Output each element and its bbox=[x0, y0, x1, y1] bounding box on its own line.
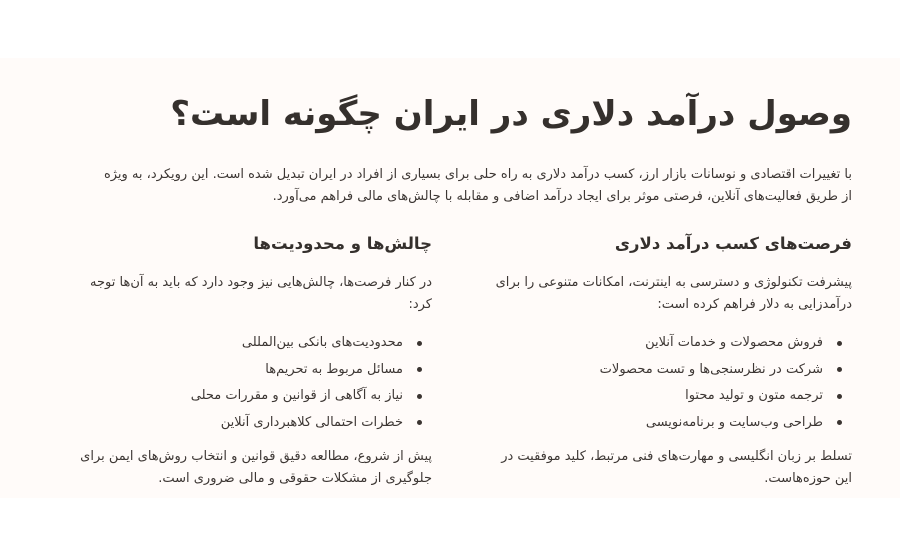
challenges-column bbox=[72, 230, 432, 490]
challenges-lead: در کنار فرصت‌ها، چالش‌هایی نیز وجود دارد که باید به آن‌ها توجه کرد: bbox=[90, 275, 432, 312]
list-item-text: مسائل مربوط به تحریم‌ها bbox=[265, 361, 403, 377]
bullet-icon bbox=[417, 420, 422, 425]
list-item bbox=[487, 330, 852, 357]
bullet-icon bbox=[417, 367, 422, 372]
opportunities-closing: تسلط بر زبان انگلیسی و مهارت‌های فنی مرتبط، کلید موفقیت در این حوزه‌هاست. bbox=[501, 449, 852, 486]
list-item bbox=[72, 410, 432, 437]
list-item bbox=[72, 330, 432, 357]
list-item bbox=[487, 410, 852, 437]
intro-paragraph: با تغییرات اقتصادی و نوسانات بازار ارز، کسب درآمد دلاری به راه حلی برای بسیاری از افراد در ایران تبدیل شده است. این رویکرد، به ویژه از طریق فعالیت‌های آنلاین، فرصتی موثر برای ایجاد درآمد اضافی و مقابله با چالش‌های مالی فراهم می‌آورد. bbox=[103, 167, 852, 204]
list-item bbox=[72, 383, 432, 410]
list-item bbox=[487, 357, 852, 384]
bullet-icon bbox=[837, 341, 842, 346]
opportunities-column bbox=[487, 230, 852, 490]
list-item bbox=[72, 357, 432, 384]
list-item-text: فروش محصولات و خدمات آنلاین bbox=[645, 335, 823, 350]
list-item-text: طراحی وب‌سایت و برنامه‌نویسی bbox=[645, 414, 823, 430]
bullet-icon bbox=[417, 394, 422, 399]
list-item-text: ترجمه متون و تولید محتوا bbox=[685, 388, 823, 403]
list-item bbox=[487, 383, 852, 410]
article-section bbox=[0, 58, 900, 498]
list-item-text: شرکت در نظرسنجی‌ها و تست محصولات bbox=[599, 361, 823, 377]
challenges-closing: پیش از شروع، مطالعه دقیق قوانین و انتخاب روش‌های ایمن برای جلوگیری از مشکلات حقوقی و مالی ضروری است. bbox=[80, 449, 432, 486]
challenges-heading: چالش‌ها و محدودیت‌ها bbox=[253, 234, 432, 253]
list-item-text: خطرات احتمالی کلاهبرداری آنلاین bbox=[220, 414, 403, 430]
opportunities-heading: فرصت‌های کسب درآمد دلاری bbox=[614, 234, 852, 253]
bullet-icon bbox=[837, 367, 842, 372]
list-item-text: نیاز به آگاهی از قوانین و مقررات محلی bbox=[190, 388, 403, 403]
page-title: وصول درآمد دلاری در ایران چگونه است؟ bbox=[170, 94, 852, 134]
list-item-text: محدودیت‌های بانکی بین‌المللی bbox=[241, 335, 403, 350]
opportunities-lead: پیشرفت تکنولوژی و دسترسی به اینترنت، امکانات متنوعی را برای درآمدزایی به دلار فراهم کرده است: bbox=[495, 275, 852, 312]
bullet-icon bbox=[837, 394, 842, 399]
opportunities-list bbox=[487, 330, 852, 436]
bullet-icon bbox=[417, 341, 422, 346]
bullet-icon bbox=[837, 420, 842, 425]
challenges-list bbox=[72, 330, 432, 436]
